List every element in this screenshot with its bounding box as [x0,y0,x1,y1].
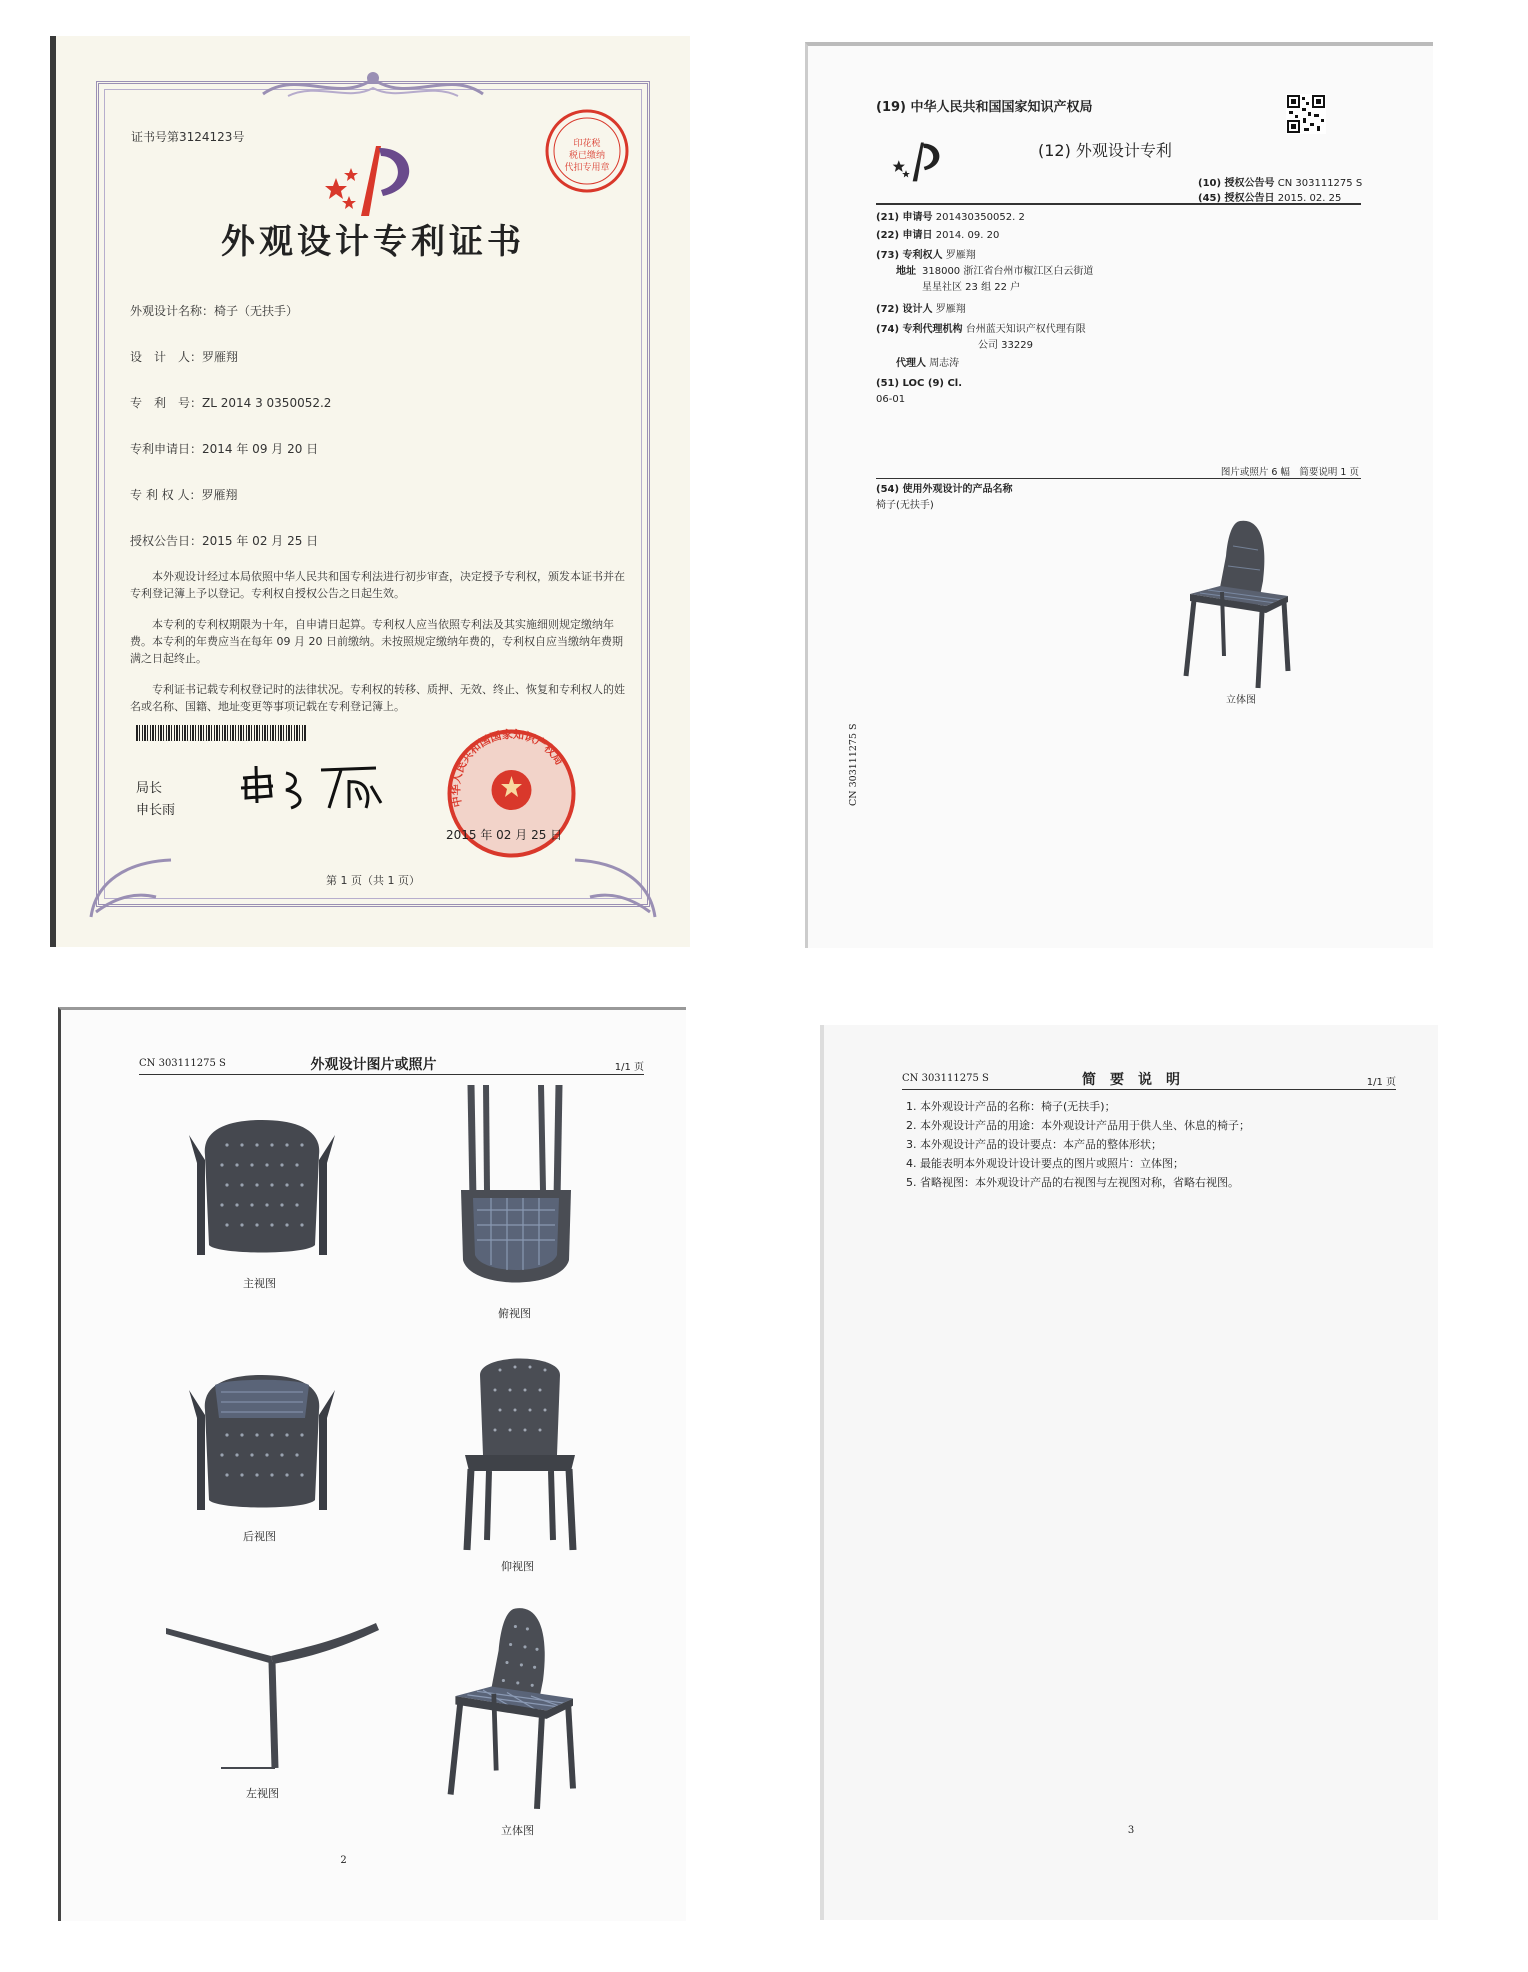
agency-row [876,322,1086,338]
application-number-row [876,210,1025,226]
field-value: 2015. 02. 25 [1277,193,1342,204]
seal-text: 中华人民共和国国家知识产权局 [449,727,567,809]
product-name: 椅子(无扶手) [876,500,934,511]
field-value: 罗雁翔 [201,488,238,502]
certificate-title: 外观设计专利证书 [221,222,525,262]
field-label: (74) 专利代理机构 [876,324,963,335]
seal-line: 印花税 [573,139,601,149]
field-value: 201430350052. 2 [935,212,1025,223]
agency-line: 公司 33229 [978,340,1033,351]
office-header: (19) 中华人民共和国国家知识产权局 [876,100,1093,115]
chair-top-view-icon [441,1080,591,1295]
figure-caption: 立体图 [1226,695,1256,706]
field-label: (51) LOC (9) Cl. [876,378,963,389]
figure-count: 图片或照片 6 幅 简要说明 1 页 [1220,467,1359,478]
side-publication-number: CN 303111275 S [848,723,859,806]
patent-owner-field [130,486,237,503]
director-title: 局长 [136,781,163,796]
address-line: 星星社区 23 组 22 户 [922,282,1021,293]
view-caption: 主视图 [243,1277,276,1290]
field-label: 专利申请日： [130,442,203,456]
field-label: (21) 申请号 [876,212,933,223]
publication-date-row [1198,189,1341,204]
page-number: 2 [340,1855,347,1866]
field-label: (73) 专利权人 [876,250,943,261]
field-label: (72) 设计人 [876,304,933,315]
page-number: 第 1 页（共 1 页） [326,874,420,887]
patent-number-field [130,394,331,411]
field-value: ZL 2014 3 0350052.2 [202,396,332,410]
loc-class-value: 06-01 [876,394,906,405]
ornament-top-icon [258,64,488,108]
field-value: 罗雁翔 [945,250,976,261]
header-title: 简 要 说 明 [1082,1072,1180,1088]
certificate-paragraph: 本外观设计经过本局依照中华人民共和国专利法进行初步审查，决定授予专利权，颁发本证书并在专利登记簿上予以登记。专利权自授权公告之日起生效。 [130,570,625,600]
field-label: 设 计 人： [130,350,203,364]
designer-field [130,348,238,365]
section-divider [876,478,1361,479]
field-value: 2015 年 02 月 25 日 [202,534,319,548]
header-page: 1/1 页 [1366,1077,1396,1088]
product-name-label [876,482,1013,498]
field-value: 周志涛 [929,358,960,369]
view-caption: 仰视图 [501,1560,534,1573]
field-label: 专 利 权 人： [130,488,202,502]
field-value: 罗雁翔 [202,350,239,364]
field-label: 外观设计名称： [130,304,215,318]
view-caption: 左视图 [246,1787,279,1800]
field-label: 地址 [896,266,916,277]
certificate-number: 证书号第3124123号 [131,130,245,144]
certificate-paragraph: 专利证书记载专利权登记时的法律状况。专利权的转移、质押、无效、终止、恢复和专利权人的姓名或名称、国籍、地址变更等事项记载在专利登记簿上。 [130,683,625,713]
field-value: 2014. 09. 20 [935,230,1000,241]
header-divider [139,1074,644,1075]
chair-perspective-view-icon [1178,516,1303,691]
address-label [896,264,916,280]
field-label: (22) 申请日 [876,230,933,241]
description-item: 5. 省略视图：本外观设计产品的右视图与左视图对称，省略右视图。 [906,1176,1239,1189]
design-name-field [130,302,298,319]
seal-line: 代扣专用章 [564,163,610,173]
stamp-date: 2015 年 02 月 25 日 [446,828,563,842]
application-date-row [876,228,999,244]
chair-left-view-icon [161,1618,381,1778]
field-label: 专 利 号： [130,396,203,410]
field-value: 2014 年 09 月 20 日 [202,442,319,456]
header-divider [902,1089,1396,1090]
designer-row [876,302,966,318]
field-label: 授权公告日： [130,534,203,548]
design-drawings-page [58,1007,686,1921]
chair-rear-view-icon [187,1370,337,1520]
header-page: 1/1 页 [614,1062,644,1073]
filing-date-field [130,440,318,457]
patent-front-page [805,42,1433,948]
header-divider [876,203,1361,205]
qr-code-icon [1286,94,1326,134]
brief-description-page [820,1025,1438,1920]
description-item: 4. 最能表明本外观设计设计要点的图片或照片：立体图； [906,1157,1184,1170]
patent-certificate-page [50,36,690,947]
agent-row [896,356,959,372]
field-value: 台州蓝天知识产权代理有限 [965,324,1086,335]
field-label: (10) 授权公告号 [1198,178,1275,189]
description-item: 1. 本外观设计产品的名称：椅子(无扶手)； [906,1100,1116,1113]
publication-number-row [1198,174,1362,189]
page-number: 3 [1127,1825,1135,1836]
document-type-header: (12) 外观设计专利 [1038,141,1172,160]
address-line: 318000 浙江省台州市椒江区白云街道 [922,266,1094,277]
director-signature-icon [231,758,391,818]
chair-front-view-icon [187,1115,337,1265]
director-block [136,778,175,822]
field-value: 椅子（无扶手） [214,304,299,318]
cnipa-logo-icon [890,138,952,188]
certificate-paragraph: 本专利的专利权期限为十年，自申请日起算。专利权人应当依照专利法及其实施细则规定缴纳年费。本专利的年费应当在每年 09 月 20 日前缴纳。未按照规定缴纳年费的，专利权自应当缴纳年费期满之日起终止。 [130,618,623,665]
description-list [906,1097,1250,1192]
field-value: 罗雁翔 [935,304,966,315]
grant-date-field [130,532,318,549]
view-caption: 立体图 [501,1824,534,1837]
header-title: 外观设计图片或照片 [310,1057,437,1073]
field-label: 代理人 [896,358,926,369]
view-caption: 后视图 [243,1530,276,1543]
chair-bottom-view-icon [445,1345,595,1555]
field-label: (54) 使用外观设计的产品名称 [876,484,1013,495]
barcode [136,725,306,741]
description-item: 2. 本外观设计产品的用途：本外观设计产品用于供人坐、休息的椅子； [906,1119,1250,1132]
header-publication-number: CN 303111275 S [139,1058,226,1069]
loc-class-row [876,376,962,392]
seal-line: 税已缴纳 [568,151,606,161]
tax-paid-seal-icon [542,106,632,196]
director-name: 申长雨 [136,803,176,818]
view-caption: 俯视图 [498,1307,531,1320]
field-value: CN 303111275 S [1277,178,1363,189]
description-item: 3. 本外观设计产品的设计要点：本产品的整体形状； [906,1138,1162,1151]
patent-owner-row [876,248,976,264]
chair-perspective-view-icon [441,1600,591,1815]
header-publication-number: CN 303111275 S [902,1073,989,1084]
field-label: (45) 授权公告日 [1198,193,1275,204]
